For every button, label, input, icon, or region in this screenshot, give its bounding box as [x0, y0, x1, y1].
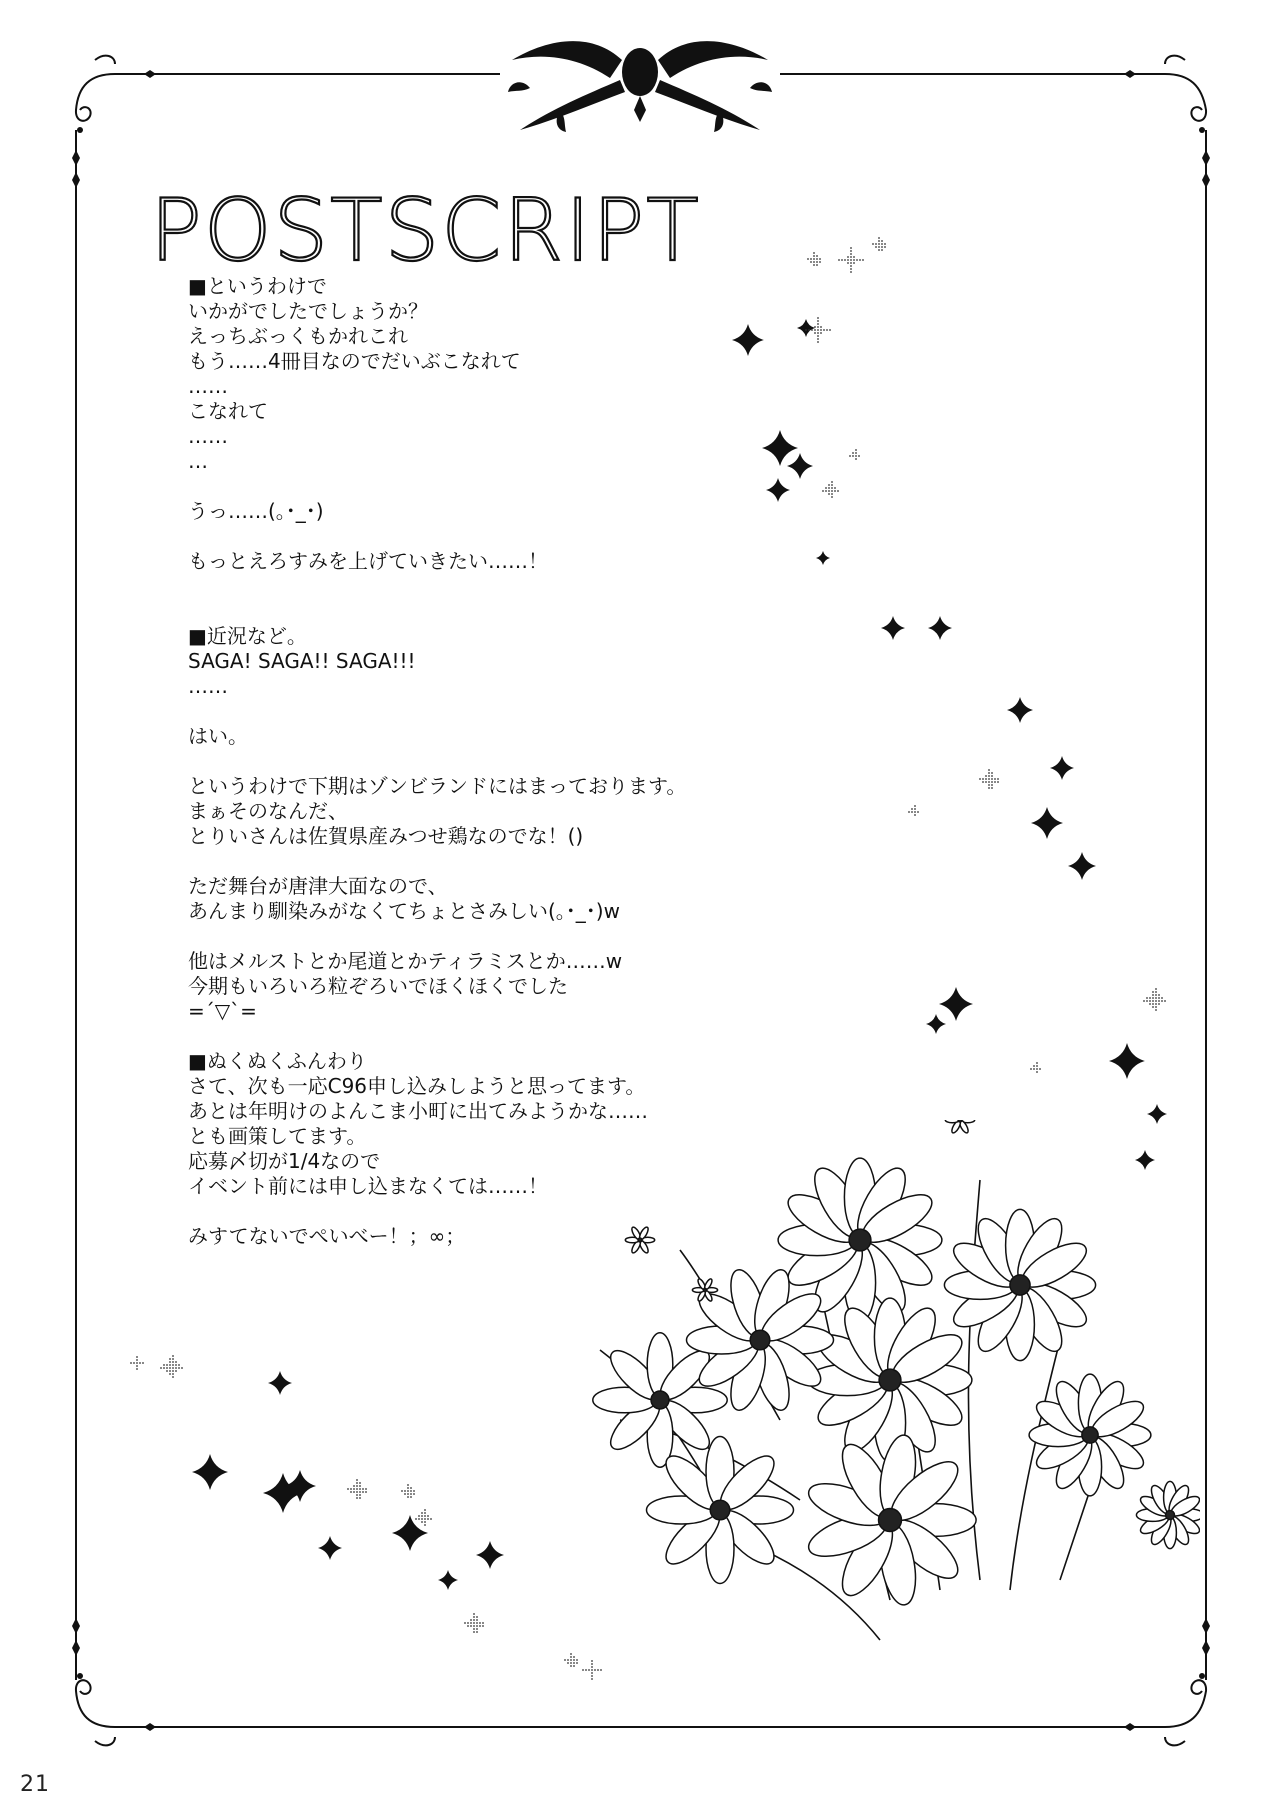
- body-line: [188, 749, 828, 774]
- flower-icon: [803, 1432, 976, 1607]
- body-line: [188, 924, 828, 949]
- flower-illustration: [560, 1120, 1200, 1700]
- body-line: 他はメルストとか尾道とかティラミスとか……w: [188, 949, 623, 973]
- body-line: [188, 699, 828, 724]
- body-line: ■というわけで: [188, 274, 327, 298]
- body-line: [188, 599, 828, 624]
- body-line: イベント前には申し込まなくては……！: [188, 1174, 548, 1198]
- body-line: ■ぬくぬくふんわり: [188, 1049, 367, 1073]
- body-line: というわけで下期はゾンビランドにはまっております。: [188, 774, 687, 798]
- body-line: 応募〆切が1/4なので: [188, 1149, 381, 1173]
- body-line: ……: [188, 374, 228, 398]
- page-number: 21: [20, 1772, 50, 1797]
- body-line: [188, 849, 828, 874]
- body-line: みすてないでぺいべー！；∞；: [188, 1224, 466, 1248]
- body-line: さて、次も一応C96申し込みしようと思ってます。: [188, 1074, 646, 1098]
- body-line: うっ……(｡･_･): [188, 499, 324, 523]
- body-line: もっとえろすみを上げていきたい……！: [188, 549, 548, 573]
- flower-icon: [945, 1120, 974, 1134]
- body-line: 今期もいろいろ粒ぞろいでほくほくでした: [188, 974, 568, 998]
- body-line: えっちぶっくもかれこれ: [188, 324, 408, 348]
- flower-icon: [647, 1437, 794, 1584]
- body-line: ただ舞台が唐津大面なので、: [188, 874, 448, 898]
- postscript-body: [188, 274, 828, 1249]
- body-line: SAGA! SAGA!! SAGA!!!: [188, 649, 416, 673]
- body-line: ……: [188, 674, 228, 698]
- body-line: [188, 1024, 828, 1049]
- page-title: POSTSCRIPT: [150, 181, 701, 281]
- body-line: はい。: [188, 724, 248, 748]
- body-line: いかがでしたでしょうか？: [188, 299, 428, 323]
- top-ornament: [508, 41, 772, 132]
- body-line: あんまり馴染みがなくてちょとさみしい(｡･_･)w: [188, 899, 620, 923]
- body-line: まぁそのなんだ、: [188, 799, 348, 823]
- body-line: こなれて: [188, 399, 268, 423]
- body-line: ……: [188, 424, 228, 448]
- body-line: [188, 574, 828, 599]
- body-line: とりいさんは佐賀県産みつせ鶏なのでな！(): [188, 824, 584, 848]
- body-line: [188, 474, 828, 499]
- flower-icon: [808, 1298, 972, 1462]
- body-line: とも画策してます。: [188, 1124, 367, 1148]
- body-line: もう……4冊目なのでだいぶこなれて: [188, 349, 521, 373]
- body-line: =´▽`=: [188, 999, 257, 1023]
- flower-icon: [625, 1226, 654, 1254]
- body-line: ■近況など。: [188, 624, 307, 648]
- flower-icon: [1136, 1481, 1200, 1548]
- flower-icon: [944, 1209, 1095, 1360]
- body-line: …: [188, 449, 208, 473]
- body-line: あとは年明けのよんこま小町に出てみようかな……: [188, 1099, 648, 1123]
- body-line: [188, 524, 828, 549]
